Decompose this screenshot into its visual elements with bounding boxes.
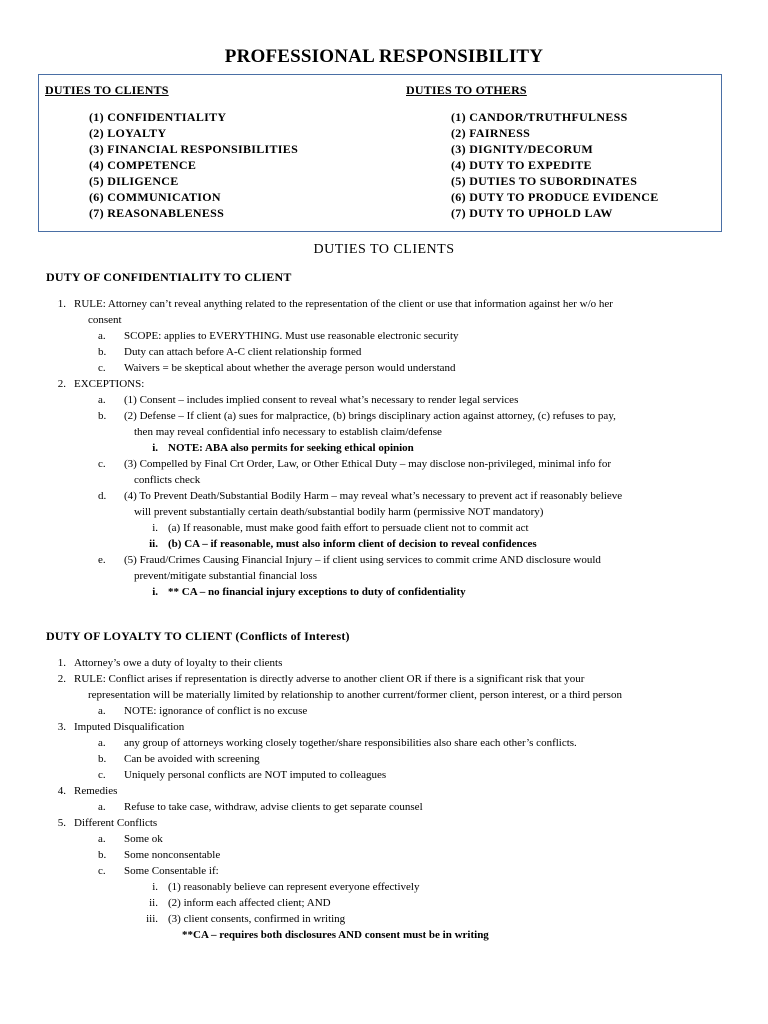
list-item	[38, 847, 738, 863]
list-item	[38, 879, 738, 895]
list-item: (6) COMMUNICATION	[89, 190, 221, 204]
list-item	[38, 440, 738, 456]
list-text: Remedies	[74, 785, 118, 797]
list-text-cont: representation will be materially limited by relationship to another current/former client, person interest, or a third person	[88, 689, 622, 701]
ca-note: **CA – requires both disclosures AND consent must be in writing	[182, 929, 489, 941]
list-item	[38, 552, 738, 568]
list-item: (7) REASONABLENESS	[89, 206, 225, 220]
list-text: Refuse to take case, withdraw, advise clients to get separate counsel	[124, 801, 423, 813]
list-item	[38, 392, 738, 408]
list-item: (7) DUTY TO UPHOLD LAW	[451, 206, 613, 220]
list-item	[38, 328, 738, 344]
list-item: (5) DUTIES TO SUBORDINATES	[451, 174, 638, 188]
list-text: EXCEPTIONS:	[74, 378, 145, 390]
list-item	[38, 799, 738, 815]
section-title: DUTIES TO CLIENTS	[313, 242, 455, 257]
list-item	[38, 735, 738, 751]
list-item: (2) FAIRNESS	[451, 126, 531, 140]
list-text-cont: consent	[88, 314, 122, 326]
list-item: (5) DILIGENCE	[89, 174, 179, 188]
list-text: (3) Compelled by Final Crt Order, Law, or Other Ethical Duty – may disclose non-privileged, minimal info for	[124, 458, 612, 470]
list-text: Imputed Disqualification	[74, 721, 185, 733]
list-item: (4) DUTY TO EXPEDITE	[451, 158, 592, 172]
list-item	[38, 344, 738, 360]
list-item	[38, 863, 738, 879]
list-text: NOTE: ABA also permits for seeking ethical opinion	[168, 442, 414, 454]
list-marker: a.	[98, 394, 106, 406]
list-text-cont: will prevent substantially certain death/substantial bodily harm (permissive NOT mandatory)	[134, 506, 544, 518]
duties-to-clients-list	[89, 109, 298, 221]
list-text-cont: conflicts check	[134, 474, 201, 486]
list-item	[38, 831, 738, 847]
list-text: NOTE: ignorance of conflict is no excuse	[124, 705, 308, 717]
list-item	[38, 895, 738, 911]
list-marker: a.	[98, 705, 106, 717]
list-text: (3) client consents, confirmed in writing	[168, 913, 346, 925]
list-item	[38, 751, 738, 767]
list-item: (2) LOYALTY	[89, 126, 167, 140]
list-marker: 4.	[57, 785, 66, 797]
list-text: SCOPE: applies to EVERYTHING. Must use reasonable electronic security	[124, 330, 459, 342]
list-item	[38, 488, 738, 504]
list-item	[38, 296, 738, 312]
list-text: Duty can attach before A-C client relationship formed	[124, 346, 362, 358]
list-text: (4) To Prevent Death/Substantial Bodily Harm – may reveal what’s necessary to prevent act if reasonably believe	[124, 490, 623, 502]
list-text-cont: then may reveal confidential info necessary to establish claim/defense	[134, 426, 442, 438]
list-marker: i.	[152, 442, 158, 454]
list-item: (3) DIGNITY/DECORUM	[451, 142, 594, 156]
list-item: (4) COMPETENCE	[89, 158, 197, 172]
list-item	[38, 703, 738, 719]
list-item	[38, 783, 738, 799]
list-item	[38, 408, 738, 424]
loyalty-heading: DUTY OF LOYALTY TO CLIENT (Conflicts of Interest)	[46, 629, 350, 643]
list-text: ** CA – no financial injury exceptions to duty of confidentiality	[168, 586, 466, 598]
list-text: Uniquely personal conflicts are NOT imputed to colleagues	[124, 769, 387, 781]
list-text: Can be avoided with screening	[124, 753, 260, 765]
list-text: (1) Consent – includes implied consent to reveal what’s necessary to render legal services	[124, 394, 519, 406]
list-marker: b.	[98, 753, 107, 765]
duties-to-clients-heading: DUTIES TO CLIENTS	[45, 83, 169, 97]
list-item	[38, 671, 738, 687]
document-title: PROFESSIONAL RESPONSIBILITY	[224, 46, 544, 67]
list-item	[38, 520, 738, 536]
list-item	[38, 815, 738, 831]
list-marker: ii.	[149, 897, 158, 909]
loyalty-content	[38, 655, 738, 943]
list-marker: c.	[98, 769, 106, 781]
list-item	[38, 655, 738, 671]
list-marker: 1.	[57, 657, 66, 669]
list-item	[38, 360, 738, 376]
list-marker: 5.	[57, 817, 66, 829]
list-text: Different Conflicts	[74, 817, 158, 829]
list-marker: b.	[98, 346, 107, 358]
list-text: (2) Defense – If client (a) sues for malpractice, (b) brings disciplinary action against attorney, (c) refuses to pay,	[124, 410, 616, 422]
list-text: Some ok	[124, 833, 163, 845]
list-text: (b) CA – if reasonable, must also inform client of decision to reveal confidences	[168, 538, 537, 550]
list-marker: a.	[98, 737, 106, 749]
list-marker: e.	[98, 554, 106, 566]
list-item	[38, 719, 738, 735]
list-text: Waivers = be skeptical about whether the average person would understand	[124, 362, 456, 374]
list-text: (5) Fraud/Crimes Causing Financial Injury – if client using services to commit crime AND disclosure would	[124, 554, 601, 566]
list-marker: 3.	[57, 721, 66, 733]
list-item	[38, 767, 738, 783]
list-marker: a.	[98, 801, 106, 813]
list-item	[38, 911, 738, 927]
list-marker: c.	[98, 865, 106, 877]
duties-summary-box	[38, 74, 722, 232]
list-item: (1) CONFIDENTIALITY	[89, 110, 227, 124]
list-item	[38, 456, 738, 472]
list-text: RULE: Attorney can’t reveal anything related to the representation of the client or use that information against her w/o her	[74, 298, 613, 310]
list-text: Attorney’s owe a duty of loyalty to their clients	[74, 657, 283, 669]
list-marker: 2.	[57, 673, 66, 685]
list-marker: i.	[152, 586, 158, 598]
confidentiality-heading: DUTY OF CONFIDENTIALITY TO CLIENT	[46, 270, 292, 284]
list-marker: a.	[98, 330, 106, 342]
list-item	[38, 536, 738, 552]
list-marker: 1.	[57, 298, 66, 310]
list-text: RULE: Conflict arises if representation is directly adverse to another client OR if there is a significant risk that your	[74, 673, 585, 685]
list-marker: i.	[152, 881, 158, 893]
list-marker: ii.	[149, 538, 158, 550]
list-marker: iii.	[146, 913, 158, 925]
list-text: (1) reasonably believe can represent everyone effectively	[168, 881, 420, 893]
list-marker: 2.	[57, 378, 66, 390]
list-text: (2) inform each affected client; AND	[168, 897, 331, 909]
list-marker: c.	[98, 458, 106, 470]
list-text: any group of attorneys working closely together/share responsibilities also share each other’s conflicts.	[124, 737, 577, 749]
list-item: (1) CANDOR/TRUTHFULNESS	[451, 110, 628, 124]
list-text-cont: prevent/mitigate substantial financial loss	[134, 570, 317, 582]
list-marker: b.	[98, 849, 107, 861]
list-item	[38, 584, 738, 600]
list-item: (6) DUTY TO PRODUCE EVIDENCE	[451, 190, 659, 204]
duties-to-others-list	[451, 109, 659, 221]
duties-to-others-heading: DUTIES TO OTHERS	[406, 83, 527, 97]
list-item: (3) FINANCIAL RESPONSIBILITIES	[89, 142, 299, 156]
list-marker: a.	[98, 833, 106, 845]
list-marker: c.	[98, 362, 106, 374]
list-item	[38, 376, 738, 392]
list-marker: i.	[152, 522, 158, 534]
confidentiality-content	[38, 296, 738, 600]
list-marker: d.	[98, 490, 107, 502]
list-text: (a) If reasonable, must make good faith effort to persuade client not to commit act	[168, 522, 529, 534]
list-text: Some Consentable if:	[124, 865, 219, 877]
list-marker: b.	[98, 410, 107, 422]
list-text: Some nonconsentable	[124, 849, 221, 861]
